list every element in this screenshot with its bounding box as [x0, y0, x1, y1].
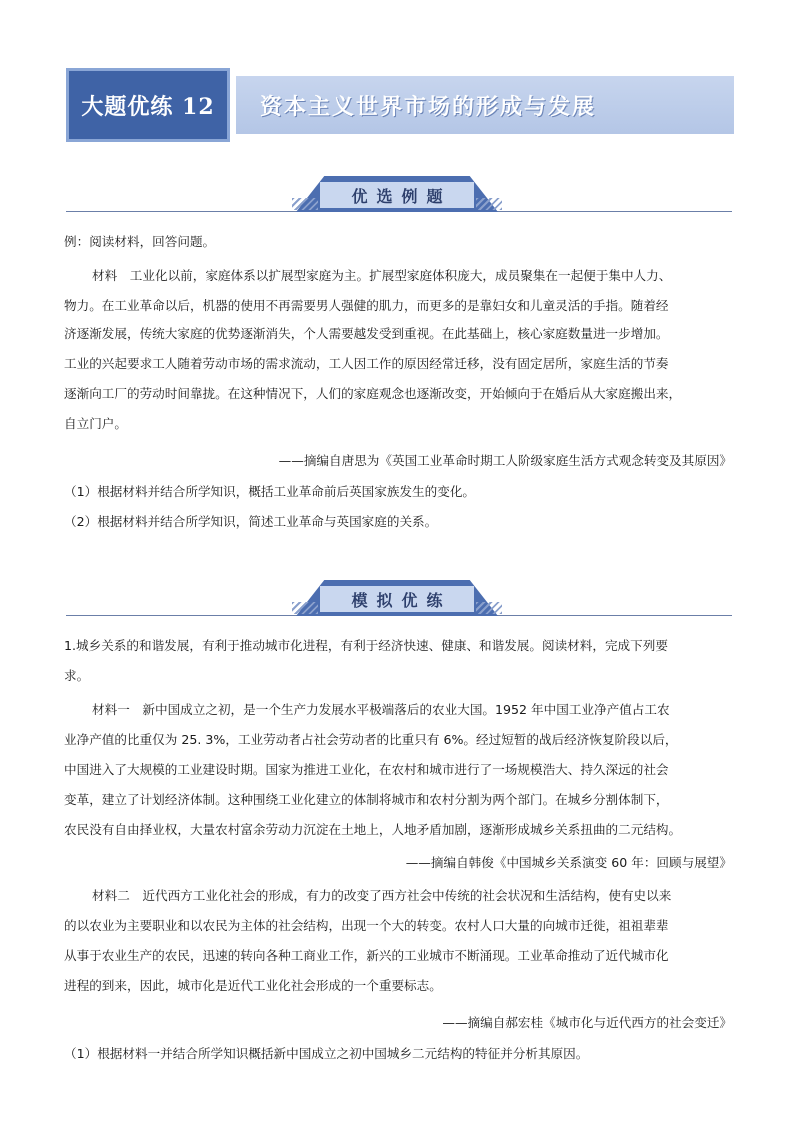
section-heading-example	[66, 176, 732, 216]
material2-source: ——摘编自郝宏桂《城市化与近代西方的社会变迁》	[442, 1015, 732, 1030]
heading-label-box	[320, 182, 474, 208]
material1-source: ——摘编自韩俊《中国城乡关系演变 60 年：回顾与展望》	[405, 855, 732, 870]
material1-line-4: 变革，建立了计划经济体制。这种围绕工业化建立的体制将城市和农村分割为两个部门。在城乡分割体制下，	[64, 792, 669, 807]
example-question-1: （1）根据材料并结合所学知识，概括工业革命前后英国家族发生的变化。	[64, 484, 476, 499]
example-line-4: 工业的兴起要求工人随着劳动市场的需求流动，工人因工作的原因经常迁移，没有固定居所，家庭生活的节奏	[64, 356, 669, 371]
example-line-5: 逐渐向工厂的劳动时间靠拢。在这种情况下，人们的家庭观念也逐渐改变，开始倾向于在婚后从大家庭搬出来，	[64, 386, 682, 401]
page-title: 资本主义世界市场的形成与发展	[260, 93, 597, 120]
material2-line-2: 的以农业为主要职业和以农民为主体的社会结构，出现一个大的转变。农村人口大量的向城市迁徙，祖祖辈辈	[64, 918, 669, 933]
example-line-3: 济逐渐发展，传统大家庭的优势逐渐消失，个人需要越发受到重视。在此基础上，核心家庭数量进一步增加。	[64, 326, 669, 341]
example-line-6: 自立门户。	[64, 416, 127, 431]
heading-label-box	[320, 586, 474, 612]
section-heading-text: 模拟优练	[351, 590, 452, 610]
example-line-1: 材料 工业化以前，家庭体系以扩展型家庭为主。扩展型家庭体积庞大，成员聚集在一起便于集中人力、	[92, 268, 672, 283]
material2-line-1: 材料二 近代西方工业化社会的形成，有力的改变了西方社会中传统的社会状况和生活结构，使有史以来	[92, 888, 672, 903]
example-source: ——摘编自唐思为《英国工业革命时期工人阶级家庭生活方式观念转变及其原因》	[278, 453, 732, 468]
practice-question-line-1: 1.城乡关系的和谐发展，有利于推动城市化进程，有利于经济快速、健康、和谐发展。阅读材料，完成下列要	[64, 638, 668, 653]
material1-line-2: 业净产值的比重仅为 25. 3%，工业劳动者占社会劳动者的比重只有 6%。经过短暂的战后经济恢复阶段以后，	[64, 732, 678, 747]
section-heading-text: 优选例题	[351, 186, 452, 206]
decor-hatch-left	[292, 602, 318, 614]
example-line-2: 物力。在工业革命以后，机器的使用不再需要男人强健的肌力，而更多的是靠妇女和儿童灵活的手指。随着经	[64, 298, 669, 313]
example-question-2: （2）根据材料并结合所学知识，简述工业革命与英国家庭的关系。	[64, 514, 438, 529]
material2-line-4: 进程的到来，因此，城市化是近代工业化社会形成的一个重要标志。	[64, 978, 442, 993]
material1-line-1: 材料一 新中国成立之初，是一个生产力发展水平极端落后的农业大国。1952 年中国工业净产值占工农	[92, 702, 670, 717]
section-heading-practice	[66, 580, 732, 620]
decor-hatch-right	[476, 602, 502, 614]
material2-line-3: 从事于农业生产的农民，迅速的转向各种工商业工作，新兴的工业城市不断涌现。工业革命推动了近代城市化	[64, 948, 669, 963]
title-bar	[236, 76, 734, 134]
practice-question-line-2: 求。	[64, 668, 90, 683]
header-banner	[66, 68, 734, 142]
material1-line-5: 农民没有自由择业权，大量农村富余劳动力沉淀在土地上，人地矛盾加剧，逐渐形成城乡关系扭曲的二元结构。	[64, 822, 682, 837]
decor-hatch-left	[292, 198, 318, 210]
example-intro: 例：阅读材料，回答问题。	[64, 234, 216, 249]
decor-hatch-right	[476, 198, 502, 210]
series-label: 大题优练 12	[81, 93, 215, 120]
series-badge	[66, 68, 230, 142]
practice-subquestion-1: （1）根据材料一并结合所学知识概括新中国成立之初中国城乡二元结构的特征并分析其原因。	[64, 1046, 589, 1061]
material1-line-3: 中国进入了大规模的工业建设时期。国家为推进工业化，在农村和城市进行了一场规模浩大、持久深远的社会	[64, 762, 669, 777]
